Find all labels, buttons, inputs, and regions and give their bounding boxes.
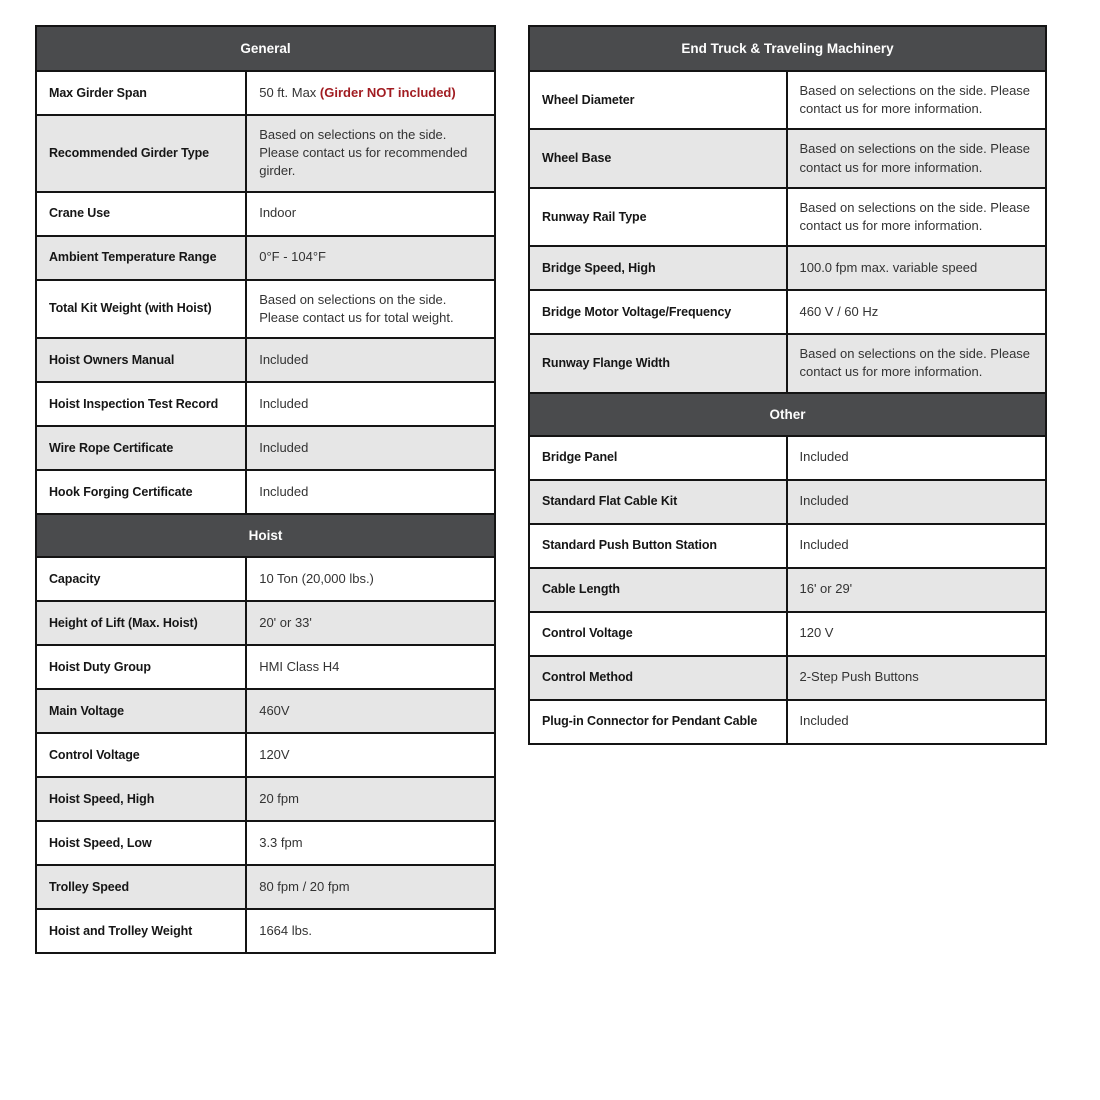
spec-value-text: 10 Ton (20,000 lbs.) [259,570,374,586]
spec-label: Control Method [530,657,788,699]
spec-value [247,822,494,864]
section-header: End Truck & Traveling Machinery [530,27,1045,70]
spec-row [37,556,494,600]
spec-row [530,479,1045,523]
spec-value [247,116,494,191]
spec-label: Hoist Speed, Low [37,822,247,864]
spec-row [37,235,494,279]
spec-row [37,114,494,191]
spec-value-text: 0°F - 104°F [259,249,326,265]
spec-value [247,734,494,776]
spec-value [788,335,1046,391]
spec-label: Control Voltage [530,613,788,655]
spec-row [37,820,494,864]
spec-value-text: Based on selections on the side. Please contact us for more information. [799,346,1031,380]
spec-label: Max Girder Span [37,72,247,114]
spec-label: Plug-in Connector for Pendant Cable [530,701,788,743]
spec-value-text: Based on selections on the side. Please contact us for more information. [799,199,1031,233]
spec-label: Hook Forging Certificate [37,471,247,513]
spec-value [247,646,494,688]
spec-value [788,437,1046,479]
section-header: Other [530,392,1045,435]
spec-value-text: Based on selections on the side. Please contact us for recommended girder. [259,127,468,179]
spec-value-text: Included [259,395,309,411]
spec-row [37,600,494,644]
spec-row [37,469,494,513]
spec-value [247,281,494,337]
spec-value [788,247,1046,289]
spec-label: Main Voltage [37,690,247,732]
spec-value [247,427,494,469]
spec-value [788,481,1046,523]
spec-label: Hoist Inspection Test Record [37,383,247,425]
spec-row [530,333,1045,391]
spec-value-text: Included [259,351,309,367]
spec-row [37,191,494,235]
spec-value-text: Based on selections on the side. Please contact us for total weight. [259,291,454,325]
spec-value-text: Based on selections on the side. Please contact us for more information. [799,83,1031,117]
section-header: General [37,27,494,70]
spec-value-text: 3.3 fpm [259,834,303,850]
spec-value [788,569,1046,611]
spec-row [530,435,1045,479]
spec-value-text: 100.0 fpm max. variable speed [799,260,978,276]
spec-value-text: 50 ft. Max [259,84,320,100]
spec-value [788,701,1046,743]
spec-value [247,558,494,600]
spec-value-text: 2-Step Push Buttons [799,669,919,685]
spec-label: Wheel Diameter [530,72,788,128]
spec-row [530,289,1045,333]
spec-value [788,130,1046,186]
spec-value [788,613,1046,655]
spec-value-text: 120 V [799,625,834,641]
general-hoist-spec-table [35,25,496,954]
spec-label: Crane Use [37,193,247,235]
spec-row [530,523,1045,567]
spec-row [37,688,494,732]
spec-row [37,732,494,776]
spec-value-text: 20' or 33' [259,614,312,630]
spec-row [530,70,1045,128]
spec-value [247,471,494,513]
spec-label: Hoist Owners Manual [37,339,247,381]
spec-label: Hoist Duty Group [37,646,247,688]
spec-label: Capacity [37,558,247,600]
spec-row [530,611,1045,655]
spec-value [247,383,494,425]
spec-label: Height of Lift (Max. Hoist) [37,602,247,644]
spec-row [37,776,494,820]
spec-label: Runway Flange Width [530,335,788,391]
spec-value [247,72,494,114]
spec-label: Trolley Speed [37,866,247,908]
spec-value-text: 120V [259,746,290,762]
spec-row [37,381,494,425]
spec-value-text: 1664 lbs. [259,922,312,938]
spec-value-warning: (Girder NOT included) [319,84,456,100]
spec-value-text: Included [259,439,309,455]
spec-value-text: 460 V / 60 Hz [799,304,879,320]
spec-value [247,237,494,279]
spec-value-text: 460V [259,702,290,718]
spec-row [37,279,494,337]
spec-value-text: Based on selections on the side. Please contact us for more information. [799,141,1031,175]
spec-value [247,910,494,952]
spec-value [788,657,1046,699]
spec-label: Wire Rope Certificate [37,427,247,469]
spec-row [37,908,494,952]
spec-label: Bridge Panel [530,437,788,479]
spec-row [530,245,1045,289]
spec-label: Control Voltage [37,734,247,776]
spec-label: Ambient Temperature Range [37,237,247,279]
spec-label: Hoist and Trolley Weight [37,910,247,952]
spec-value-text: 16' or 29' [799,581,853,597]
spec-row [37,337,494,381]
spec-row [530,567,1045,611]
spec-row [530,699,1045,743]
spec-value [247,690,494,732]
spec-row [530,128,1045,186]
spec-row [37,70,494,114]
spec-value-text: Included [259,483,309,499]
spec-value-text: HMI Class H4 [259,658,340,674]
spec-value-text: Included [799,537,849,553]
spec-value [247,866,494,908]
spec-value [247,339,494,381]
spec-label: Bridge Motor Voltage/Frequency [530,291,788,333]
spec-label: Recommended Girder Type [37,116,247,191]
spec-label: Standard Flat Cable Kit [530,481,788,523]
spec-value [247,778,494,820]
spec-value-text: Indoor [259,205,297,221]
spec-value [788,72,1046,128]
spec-value-text: Included [799,713,849,729]
spec-value-text: 20 fpm [259,790,299,806]
spec-label: Cable Length [530,569,788,611]
spec-value [247,602,494,644]
spec-row [37,644,494,688]
spec-value-text: 80 fpm / 20 fpm [259,878,350,894]
spec-label: Bridge Speed, High [530,247,788,289]
spec-row [530,187,1045,245]
spec-label: Standard Push Button Station [530,525,788,567]
spec-label: Runway Rail Type [530,189,788,245]
spec-value [788,189,1046,245]
spec-label: Wheel Base [530,130,788,186]
endtruck-other-spec-table [528,25,1047,745]
spec-label: Hoist Speed, High [37,778,247,820]
spec-label: Total Kit Weight (with Hoist) [37,281,247,337]
spec-value [788,291,1046,333]
spec-row [37,864,494,908]
spec-value [247,193,494,235]
spec-value [788,525,1046,567]
spec-row [530,655,1045,699]
spec-value-text: Included [799,449,849,465]
section-header: Hoist [37,513,494,556]
spec-row [37,425,494,469]
spec-value-text: Included [799,493,849,509]
